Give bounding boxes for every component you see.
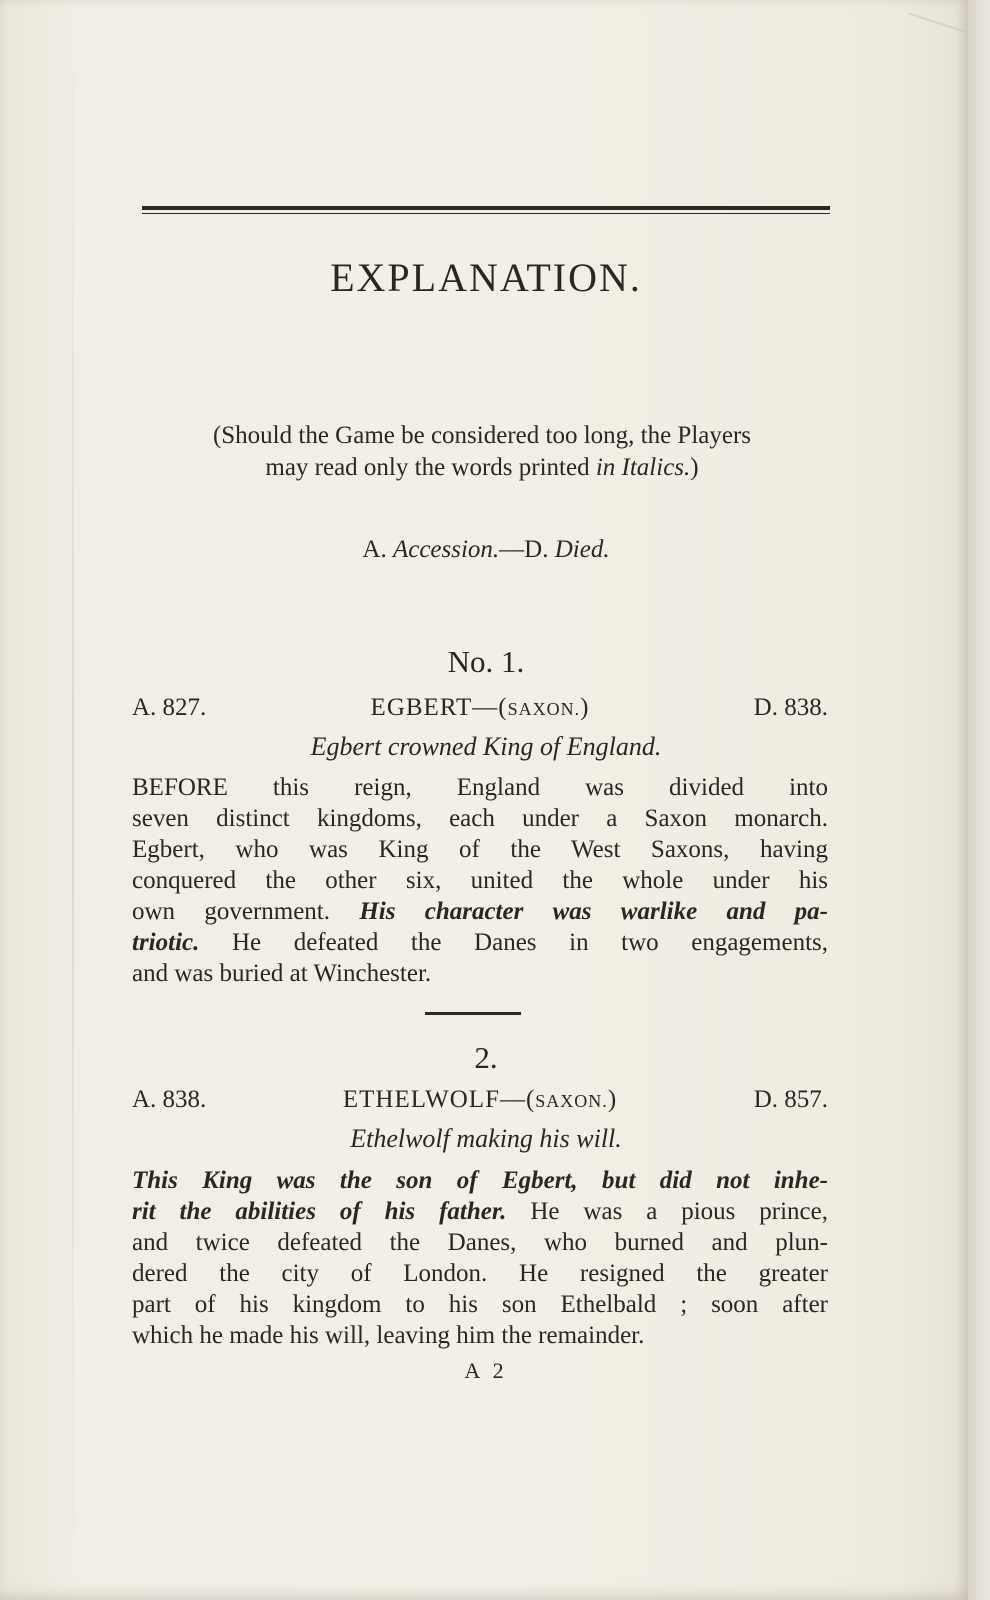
page-gutter [72, 0, 74, 1600]
italic-text: rit the abilities of his father. [132, 1198, 507, 1225]
body-line: conquered the other six, united the whole under his [132, 867, 828, 894]
body-line: and was buried at Winchester. [132, 960, 432, 987]
legend-a-word: Accession. [392, 536, 500, 563]
body-line-mixed [132, 1196, 828, 1227]
header-rule-thick [142, 206, 830, 210]
abbreviation-legend [142, 536, 830, 564]
body-line-italic: This King was the son of Egbert, but did not inhe- [132, 1167, 828, 1194]
italic-text: triotic. [132, 929, 200, 956]
intro-note [132, 420, 832, 484]
legend-d-label: D. [524, 536, 549, 563]
body-text: He was a pious prince, [530, 1198, 829, 1225]
legend-a-label: A. [362, 536, 387, 563]
royal-house: SAXON. [507, 699, 581, 719]
page-signature: A 2 [464, 1358, 508, 1383]
death-date: D. 857. [753, 1086, 828, 1113]
page-title: EXPLANATION. [330, 255, 642, 300]
entry-header [132, 694, 828, 722]
king-name [371, 694, 590, 722]
intro-line-2-end: ) [690, 454, 699, 481]
body-line: and twice defeated the Danes, who burned and plun- [132, 1229, 828, 1256]
body-line: dered the city of London. He resigned the greater [132, 1260, 828, 1287]
royal-house: SAXON. [535, 1091, 608, 1111]
accession-date: A. 827. [132, 694, 207, 721]
king-name-text: EGBERT—( [370, 694, 508, 721]
intro-line-2-italics: in Italics. [595, 454, 691, 481]
body-line-mixed [132, 896, 828, 927]
section-divider [425, 1012, 521, 1015]
legend-d-word: Died. [554, 536, 610, 563]
italic-text: His character was warlike and pa- [359, 898, 829, 925]
entry-subtitle: Egbert crowned King of England. [310, 732, 662, 761]
body-line-mixed [132, 927, 828, 958]
entry-header [132, 1086, 828, 1114]
body-line: Egbert, who was King of the West Saxons, having [132, 836, 828, 863]
header-rule-thin [142, 213, 830, 214]
entry-body [132, 1165, 828, 1351]
page-edge [968, 0, 990, 1600]
body-line: seven distinct kingdoms, each under a Saxon monarch. [132, 805, 828, 832]
body-text: He defeated the Danes in two engagements, [231, 929, 829, 956]
entry-subtitle: Ethelwolf making his will. [350, 1124, 622, 1153]
accession-date: A. 838. [132, 1086, 207, 1113]
body-line: part of his kingdom to his son Ethelbald ; soon after [132, 1291, 828, 1318]
king-name-close: ) [580, 694, 590, 721]
entry-number: 2. [474, 1040, 498, 1075]
legend-dash: — [499, 536, 525, 563]
body-line: BEFORE this reign, England was divided into [132, 774, 828, 801]
entry-body [132, 772, 828, 989]
intro-line-1: (Should the Game be considered too long, the Players [212, 422, 752, 449]
king-name [343, 1086, 617, 1114]
king-name-close: ) [607, 1086, 618, 1113]
king-name-text: ETHELWOLF—( [342, 1086, 536, 1113]
body-text: own government. [132, 898, 331, 925]
entry-number: No. 1. [447, 644, 525, 679]
body-line: which he made his will, leaving him the remainder. [132, 1322, 645, 1349]
death-date: D. 838. [753, 694, 828, 721]
intro-line-2-start: may read only the words printed [265, 454, 596, 481]
